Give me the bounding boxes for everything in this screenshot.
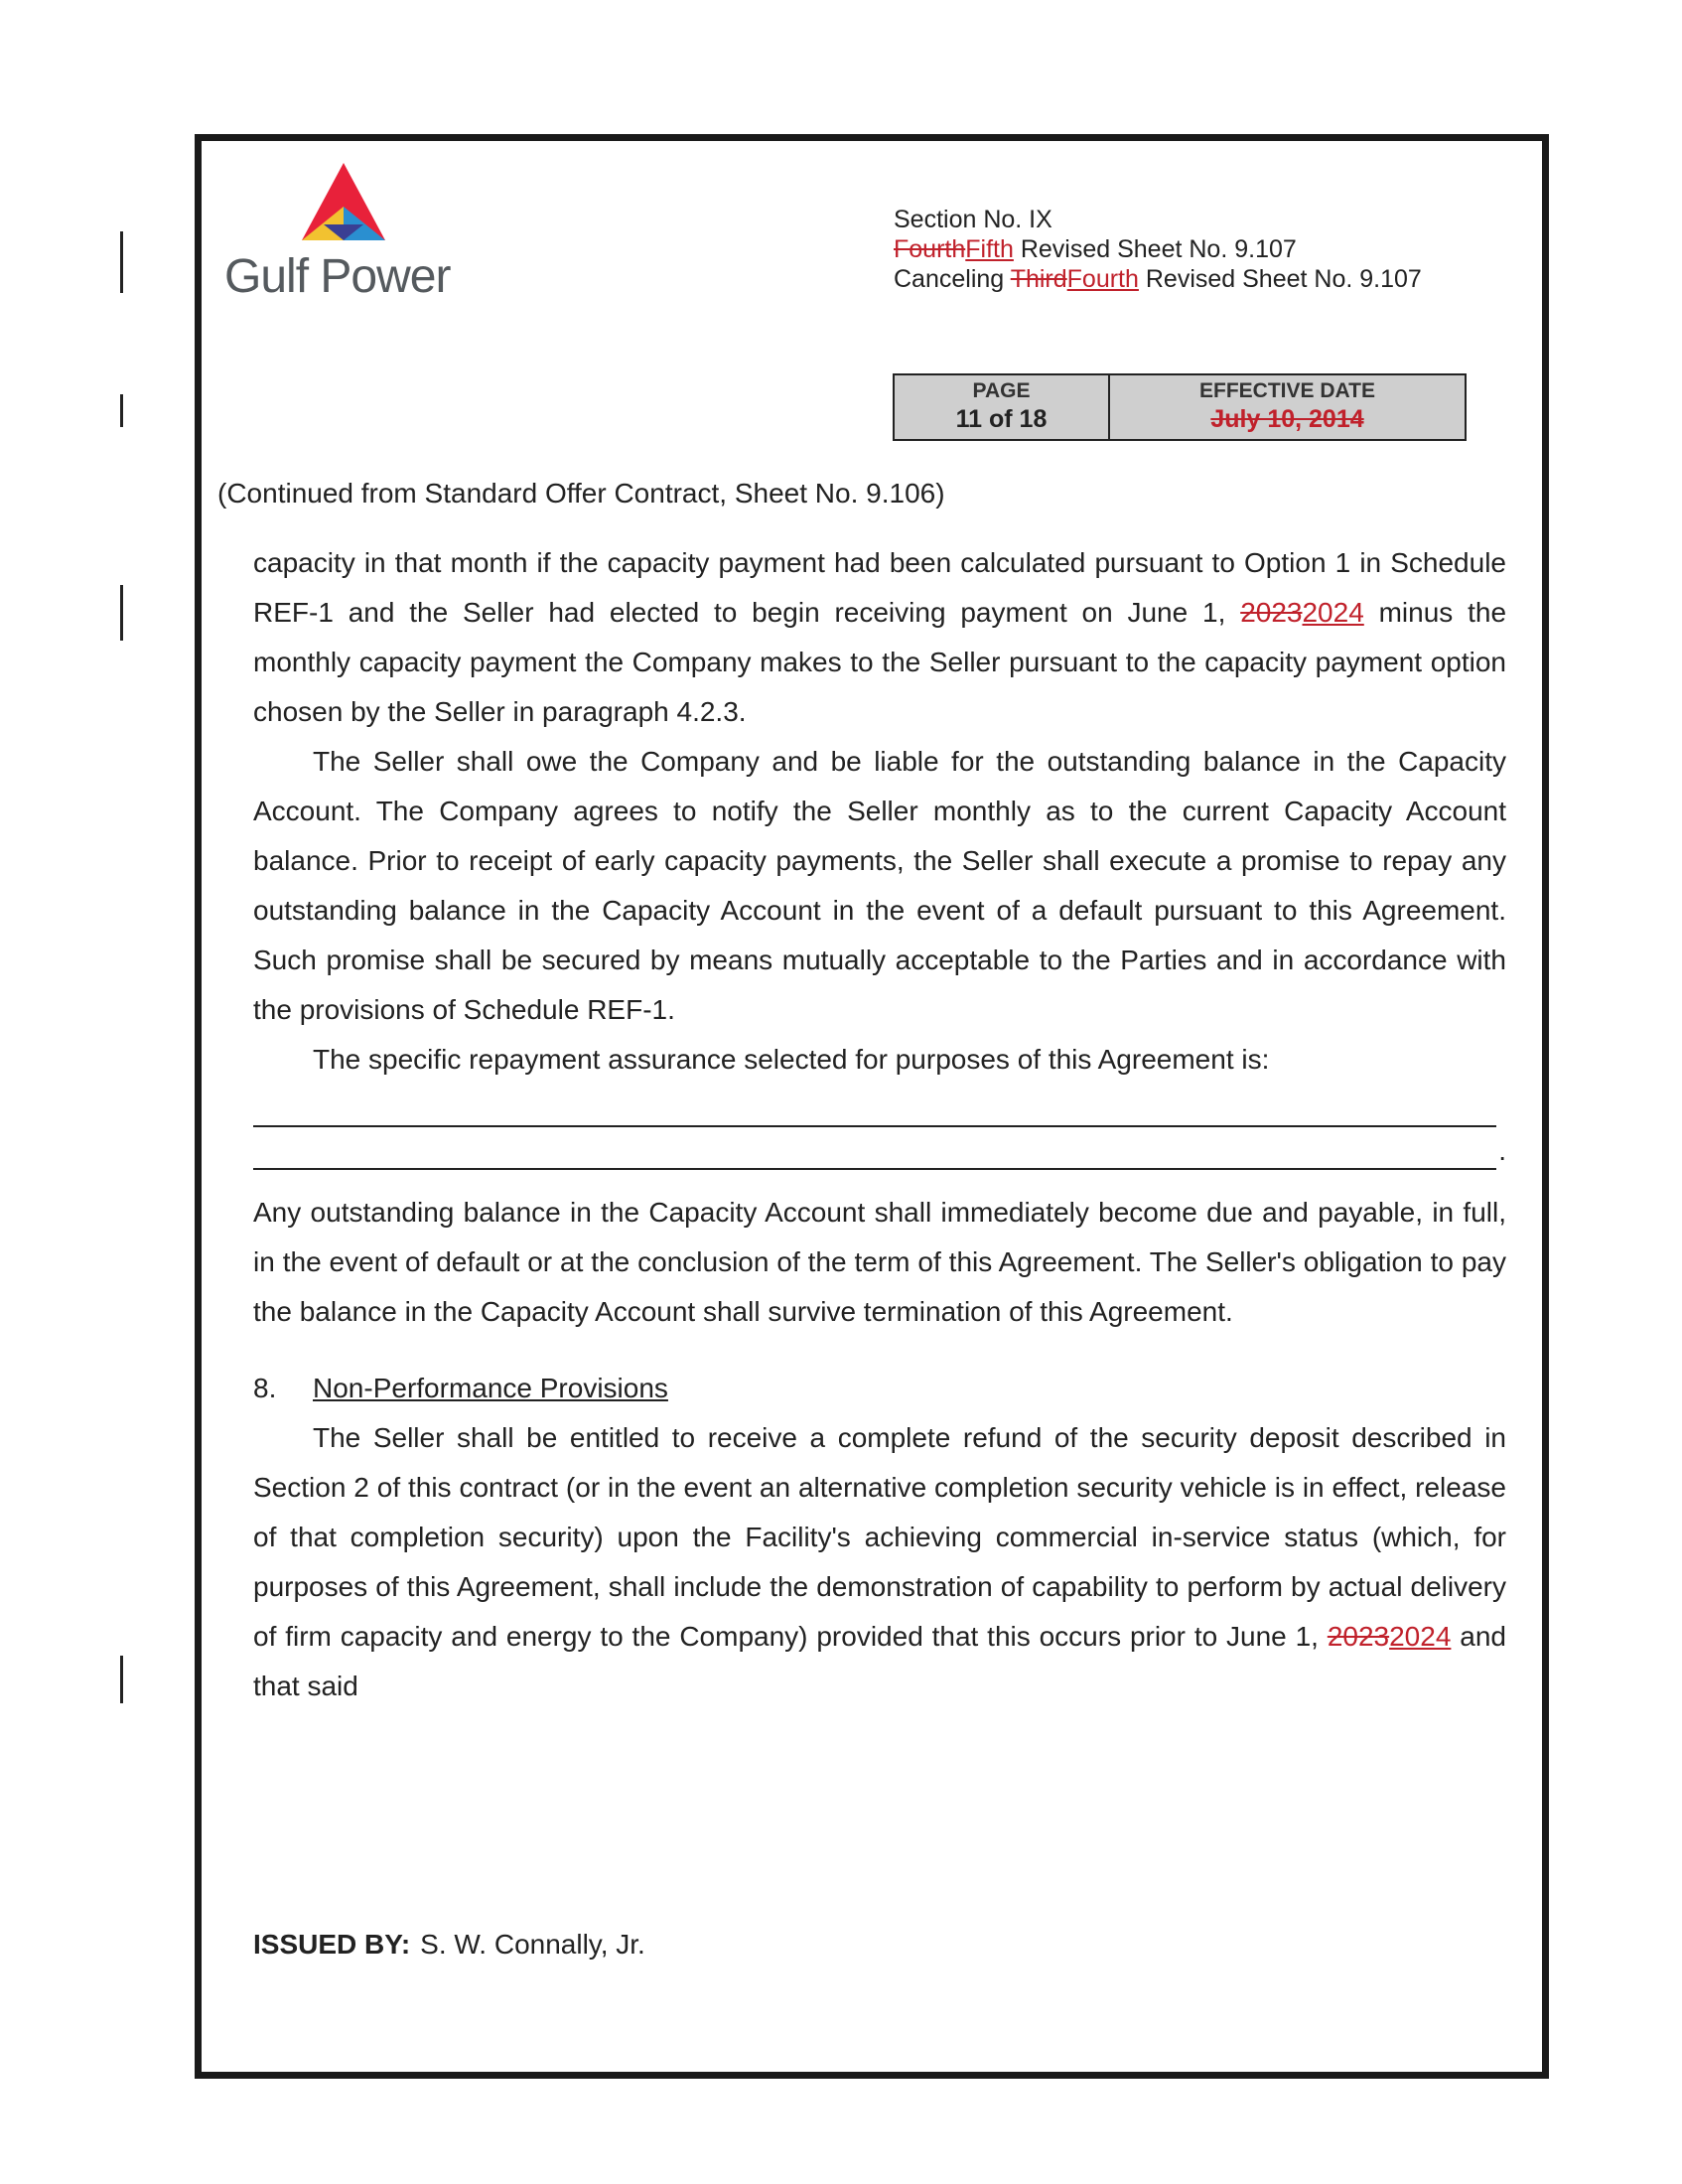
section-heading: 8. Non-Performance Provisions	[253, 1373, 668, 1403]
deleted-text: 2023	[1327, 1621, 1390, 1652]
change-bar	[120, 394, 123, 427]
tariff-sheet-frame	[195, 134, 1549, 2079]
effective-date-value: July 10, 2014	[1210, 405, 1364, 433]
paragraph: Any outstanding balance in the Capacity Account shall immediately become due and payable, in full, in the event of default or at the conclusion of the term of this Agreement. The Seller's obligation to pay the balance in the Capacity Account shall survive termination of this Agreement.	[253, 1197, 1506, 1327]
inserted-text: 2024	[1302, 597, 1364, 628]
deleted-text: Fourth	[894, 235, 966, 263]
logo-wordmark: Gulf Power	[224, 250, 451, 303]
inserted-text: Fifth	[965, 235, 1014, 263]
sheet-header	[894, 205, 1422, 294]
paragraph: The Seller shall be entitled to receive a complete refund of the security deposit described in Section 2 of this contract (or in the event an alternative completion security vehicle is in effect, release of that completion security) upon the Facility's achieving commercial in-service status (which, for purposes of this Agreement, shall include the demonstration of capability to perform by actual delivery of firm capacity and energy to the Company) provided that this occurs prior to June 1, 20232024 and that said	[253, 1422, 1506, 1701]
inserted-text: 2024	[1389, 1621, 1452, 1652]
change-bar	[120, 231, 123, 293]
effective-date-cell	[1110, 375, 1465, 439]
section-number: Section No. IX	[894, 206, 1052, 233]
canceling-sheet-line: Canceling ThirdFourth Revised Sheet No. 9.107	[894, 265, 1422, 293]
paragraph: capacity in that month if the capacity payment had been calculated pursuant to Option 1 in Schedule REF-1 and the Seller had elected to begin receiving payment on June 1, 20232024 minus the monthly capacity payment the Company makes to the Seller pursuant to the capacity payment option chosen by the Seller in paragraph 4.2.3.	[253, 547, 1507, 727]
issued-by: ISSUED BY: S. W. Connally, Jr.	[253, 1929, 645, 1960]
effective-date-label: EFFECTIVE DATE	[1199, 379, 1375, 402]
change-bar	[120, 1656, 123, 1703]
page-info-box	[893, 373, 1467, 441]
gulf-power-logo	[224, 159, 483, 308]
triangle-logo-icon	[294, 159, 393, 248]
change-bar	[120, 585, 123, 641]
revised-sheet-line: FourthFifth Revised Sheet No. 9.107	[894, 235, 1297, 263]
paragraph: The Seller shall owe the Company and be liable for the outstanding balance in the Capacity Account. The Company agrees to notify the Seller monthly as to the current Capacity Account balance. Prior to receipt of early capacity payments, the Seller shall execute a promise to repay any outstanding balance in the Capacity Account in the event of a default pursuant to this Agreement. Such promise shall be secured by means mutually acceptable to the Parties and in accordance with the provisions of Schedule REF-1.	[253, 746, 1506, 1025]
fill-in-line	[253, 1085, 1496, 1127]
page-cell	[895, 375, 1110, 439]
fill-in-line: .	[253, 1127, 1496, 1170]
paragraph: The specific repayment assurance selected for purposes of this Agreement is:	[313, 1044, 1270, 1075]
deleted-text: Third	[1010, 265, 1067, 293]
section-title: Non-Performance Provisions	[313, 1373, 668, 1403]
deleted-text: 2023	[1240, 597, 1303, 628]
body-text	[253, 538, 1506, 1711]
inserted-text: Fourth	[1066, 265, 1139, 293]
continued-note: (Continued from Standard Offer Contract, Sheet No. 9.106)	[217, 478, 945, 509]
page-label: PAGE	[972, 379, 1031, 402]
page-value: 11 of 18	[955, 405, 1048, 433]
issuer-name: S. W. Connally, Jr.	[420, 1929, 645, 1960]
